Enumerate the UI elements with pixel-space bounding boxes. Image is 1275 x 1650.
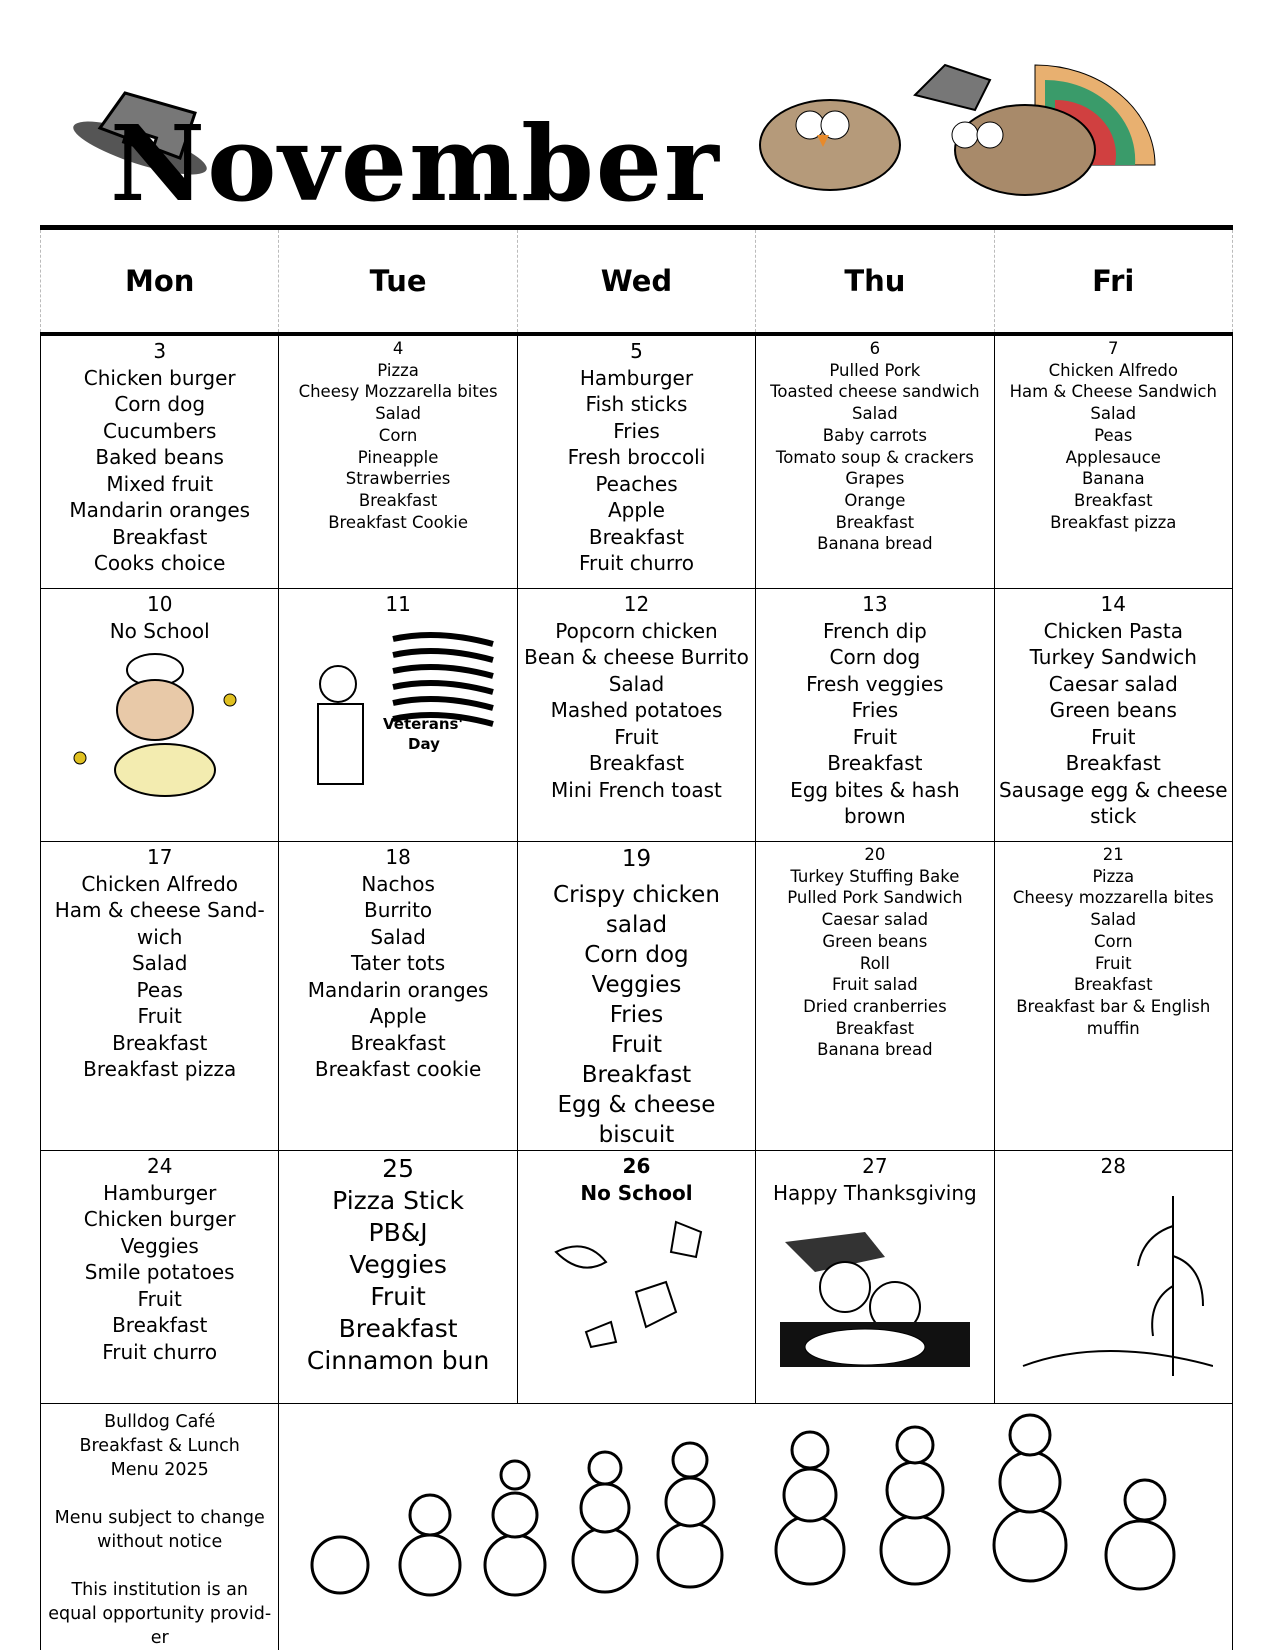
menu-item: Baked beans bbox=[95, 445, 224, 469]
day-cell-14 bbox=[994, 589, 1232, 842]
day-cell-26 bbox=[517, 1151, 755, 1404]
menu-item: Baby carrots bbox=[822, 425, 927, 445]
day-cell-20 bbox=[756, 842, 994, 1151]
menu-item: Dried cranberries bbox=[803, 996, 947, 1016]
menu-item: Breakfast bbox=[1074, 975, 1153, 995]
menu-item: Egg bites & hash brown bbox=[790, 777, 960, 828]
chef-bear-illustration bbox=[70, 650, 250, 800]
day-cell-28 bbox=[994, 1151, 1232, 1404]
menu-item: Salad bbox=[131, 951, 188, 975]
menu-item: Breakfast bbox=[338, 1314, 458, 1343]
menu-item: Fish sticks bbox=[585, 392, 688, 416]
menu-item: Apple bbox=[608, 498, 665, 522]
menu-item: Chicken Pasta bbox=[1043, 618, 1183, 643]
menu-item: Fries bbox=[613, 418, 660, 443]
footer-info bbox=[41, 1404, 279, 1650]
menu-item: Salad bbox=[1090, 910, 1137, 930]
day-cell-6 bbox=[756, 334, 994, 589]
menu-item: Strawberries bbox=[345, 469, 451, 489]
day-cell-25 bbox=[279, 1151, 517, 1404]
menu-item: Salad bbox=[370, 924, 426, 949]
day-number: 11 bbox=[385, 592, 411, 616]
menu-item: Cucumbers bbox=[102, 418, 217, 443]
footer-equal-line: er bbox=[150, 1628, 169, 1648]
menu-item: Pineapple bbox=[357, 447, 439, 467]
menu-item: Mandarin oranges bbox=[307, 977, 489, 1002]
menu-item: Banana bread bbox=[817, 1040, 933, 1060]
day-cell-24 bbox=[41, 1151, 279, 1404]
menu-item: Fruit churro bbox=[102, 1339, 218, 1364]
weekday-thu: Thu bbox=[756, 230, 994, 334]
turkeys-illustration bbox=[735, 55, 1235, 205]
menu-item: Breakfast bbox=[1074, 490, 1153, 510]
menu-item: Breakfast bbox=[112, 1030, 208, 1055]
menu-item: Breakfast bbox=[588, 524, 685, 549]
menu-item: Nachos bbox=[361, 871, 435, 896]
menu-item: Turkey Sandwich bbox=[1029, 645, 1197, 669]
weekday-mon: Mon bbox=[41, 230, 279, 334]
week-row bbox=[41, 589, 1233, 842]
menu-item: Sausage egg & cheese stick bbox=[998, 777, 1228, 828]
day-cell-12 bbox=[517, 589, 755, 842]
menu-item: Breakfast pizza bbox=[1050, 512, 1177, 532]
menu-item: Apple bbox=[369, 1004, 427, 1028]
menu-item: Fruit bbox=[137, 1004, 182, 1028]
menu-item: Veggies bbox=[591, 972, 682, 998]
menu-item: Breakfast bbox=[835, 512, 915, 532]
footer-change-line: Menu subject to change bbox=[54, 1508, 265, 1528]
day-cell-21 bbox=[994, 842, 1232, 1151]
weekday-wed: Wed bbox=[517, 230, 755, 334]
menu-item: Banana bread bbox=[817, 534, 933, 554]
menu-item: Breakfast bbox=[112, 524, 208, 549]
menu-item: Peas bbox=[1094, 425, 1133, 445]
menu-item: Pulled Pork Sandwich bbox=[787, 888, 963, 908]
day-cell-11 bbox=[279, 589, 517, 842]
day-number: 28 bbox=[1100, 1154, 1126, 1178]
menu-item: Breakfast bbox=[1065, 751, 1161, 775]
footer-change-line: without notice bbox=[97, 1532, 223, 1552]
menu-item: Breakfast bbox=[350, 1030, 446, 1055]
menu-item: Roll bbox=[859, 953, 890, 973]
menu-item: Turkey Stuffing Bake bbox=[790, 866, 960, 886]
menu-item: Corn dog bbox=[584, 942, 689, 968]
menu-item: Breakfast pizza bbox=[83, 1057, 237, 1081]
menu-item: Green beans bbox=[1049, 698, 1177, 722]
menu-item: Breakfast bbox=[827, 751, 923, 775]
menu-item: Ham & cheese Sand-wich bbox=[54, 898, 265, 949]
menu-item: Cheesy mozzarella bites bbox=[1012, 888, 1214, 908]
day-cell-4 bbox=[279, 334, 517, 589]
svg-text:Veterans': Veterans' bbox=[383, 714, 464, 733]
menu-item: Veggies bbox=[120, 1233, 199, 1258]
day-number: 12 bbox=[623, 592, 650, 616]
veterans-day-illustration bbox=[298, 624, 498, 794]
day-number: 27 bbox=[862, 1154, 888, 1178]
menu-item: Salad bbox=[608, 671, 665, 696]
menu-item: Breakfast bbox=[358, 490, 438, 510]
menu-item: Breakfast bbox=[112, 1313, 208, 1337]
menu-item: No School bbox=[109, 618, 210, 643]
day-number: 5 bbox=[630, 339, 643, 363]
menu-item: No School bbox=[580, 1180, 693, 1205]
day-cell-17 bbox=[41, 842, 279, 1151]
menu-item: Breakfast bbox=[835, 1018, 915, 1038]
menu-item: Hamburger bbox=[103, 1180, 217, 1205]
menu-item: Fruit bbox=[610, 1032, 662, 1058]
menu-item: Fresh broccoli bbox=[567, 445, 706, 469]
week-row bbox=[41, 842, 1233, 1151]
menu-item: Breakfast bar & English muffin bbox=[1016, 996, 1211, 1038]
day-cell-3 bbox=[41, 334, 279, 589]
menu-item: Bean & cheese Burrito bbox=[524, 645, 749, 669]
menu-item: Mixed fruit bbox=[106, 471, 214, 496]
menu-item: Hamburger bbox=[579, 365, 694, 390]
weekday-fri: Fri bbox=[994, 230, 1232, 334]
page-title: November bbox=[110, 102, 721, 225]
menu-item: Pizza bbox=[377, 360, 419, 380]
week-row bbox=[41, 1151, 1233, 1404]
menu-item: Mini French toast bbox=[551, 777, 722, 802]
menu-item: Veggies bbox=[349, 1250, 447, 1279]
menu-item: Chicken Alfredo bbox=[81, 871, 239, 896]
menu-item: Corn dog bbox=[829, 645, 921, 669]
day-number: 26 bbox=[622, 1154, 651, 1178]
menu-item: Fruit bbox=[137, 1286, 182, 1311]
menu-item: Chicken Alfredo bbox=[1048, 360, 1178, 380]
menu-item: Fries bbox=[609, 1002, 664, 1028]
menu-item: Cooks choice bbox=[93, 551, 226, 575]
menu-item: Fruit bbox=[852, 724, 898, 749]
pilgrims-thanksgiving-illustration bbox=[775, 1212, 975, 1372]
menu-item: Crispy chicken salad bbox=[553, 882, 720, 938]
menu-item: Peaches bbox=[595, 471, 678, 496]
menu-item: Fruit bbox=[1094, 953, 1132, 973]
menu-item: Applesauce bbox=[1065, 447, 1161, 467]
day-number: 20 bbox=[864, 845, 886, 864]
menu-item: Pizza Stick bbox=[332, 1186, 464, 1215]
day-number: 10 bbox=[146, 592, 173, 616]
menu-item: Banana bbox=[1081, 469, 1145, 489]
snowmen-illustration bbox=[300, 1390, 1200, 1610]
menu-item: Pizza bbox=[1092, 866, 1135, 886]
day-number: 14 bbox=[1100, 592, 1126, 616]
menu-item: Green beans bbox=[822, 931, 928, 951]
menu-item: Fruit salad bbox=[832, 975, 918, 995]
menu-item: French dip bbox=[822, 618, 927, 643]
day-number: 7 bbox=[1108, 339, 1119, 358]
menu-item: Caesar salad bbox=[821, 910, 929, 930]
menu-item: Cinnamon bun bbox=[306, 1346, 490, 1375]
menu-item: Salad bbox=[375, 404, 421, 424]
day-number: 13 bbox=[862, 592, 888, 616]
menu-item: Fries bbox=[851, 698, 899, 722]
menu-item: Caesar salad bbox=[1048, 671, 1178, 696]
menu-item: Salad bbox=[851, 404, 898, 424]
day-number: 18 bbox=[385, 845, 411, 869]
footer-equal-line: This institution is an bbox=[71, 1580, 248, 1600]
menu-item: Chicken burger bbox=[83, 365, 236, 390]
day-cell-13 bbox=[756, 589, 994, 842]
menu-item: Mandarin oranges bbox=[69, 498, 251, 522]
menu-item: Ham & Cheese Sandwich bbox=[1009, 382, 1217, 402]
menu-item: Happy Thanksgiving bbox=[773, 1180, 977, 1205]
day-number: 24 bbox=[146, 1154, 173, 1178]
day-cell-5 bbox=[517, 334, 755, 589]
day-number: 21 bbox=[1102, 845, 1124, 864]
menu-item: Corn bbox=[1093, 931, 1133, 951]
menu-item: Egg & cheese biscuit bbox=[557, 1092, 716, 1148]
day-number: 3 bbox=[153, 339, 167, 363]
corn-stalk-illustration bbox=[1013, 1186, 1213, 1376]
menu-item: Tater tots bbox=[350, 951, 446, 975]
menu-item: PB&J bbox=[368, 1218, 428, 1247]
menu-item: Toasted cheese sandwich bbox=[770, 382, 980, 402]
day-number: 25 bbox=[382, 1154, 414, 1183]
menu-item: Chicken burger bbox=[83, 1207, 236, 1231]
svg-text:Day: Day bbox=[408, 734, 440, 753]
footer-name-line: Breakfast & Lunch bbox=[79, 1436, 240, 1456]
menu-item: Mashed potatoes bbox=[550, 698, 723, 722]
menu-item: Fruit bbox=[370, 1282, 426, 1311]
menu-item: Fresh veggies bbox=[806, 671, 944, 696]
day-number: 19 bbox=[621, 846, 652, 872]
footer-equal-line: equal opportunity provid- bbox=[48, 1604, 272, 1624]
footer-name-line: Menu 2025 bbox=[110, 1460, 209, 1480]
menu-item: Breakfast Cookie bbox=[328, 512, 468, 532]
autumn-leaves-illustration bbox=[546, 1212, 726, 1362]
menu-item: Breakfast bbox=[588, 751, 685, 775]
menu-item: Salad bbox=[1090, 404, 1137, 424]
footer-name-line: Bulldog Café bbox=[104, 1412, 216, 1432]
menu-item: Fruit bbox=[614, 724, 659, 749]
menu-item: Orange bbox=[844, 490, 906, 510]
menu-item: Breakfast cookie bbox=[314, 1057, 482, 1081]
day-cell-18 bbox=[279, 842, 517, 1151]
menu-item: Corn dog bbox=[114, 392, 206, 416]
menu-item: Fruit churro bbox=[579, 551, 694, 575]
menu-item: Burrito bbox=[364, 898, 433, 922]
menu-item: Popcorn chicken bbox=[555, 618, 718, 643]
day-cell-19 bbox=[517, 842, 755, 1151]
weekday-tue: Tue bbox=[279, 230, 517, 334]
menu-item: Cheesy Mozzarella bites bbox=[298, 382, 498, 402]
menu-item: Fruit bbox=[1091, 724, 1136, 749]
menu-item: Corn bbox=[378, 425, 418, 445]
day-number: 17 bbox=[146, 845, 173, 869]
day-cell-27 bbox=[756, 1151, 994, 1404]
menu-item: Breakfast bbox=[581, 1062, 692, 1088]
menu-item: Grapes bbox=[845, 469, 905, 489]
day-cell-7 bbox=[994, 334, 1232, 589]
day-cell-10 bbox=[41, 589, 279, 842]
day-number: 4 bbox=[392, 339, 404, 358]
menu-item: Smile potatoes bbox=[84, 1260, 235, 1284]
week-row bbox=[41, 334, 1233, 589]
menu-item: Tomato soup & crackers bbox=[775, 447, 974, 467]
menu-item: Pulled Pork bbox=[829, 360, 921, 380]
menu-item: Peas bbox=[136, 977, 183, 1002]
day-number: 6 bbox=[869, 339, 881, 358]
